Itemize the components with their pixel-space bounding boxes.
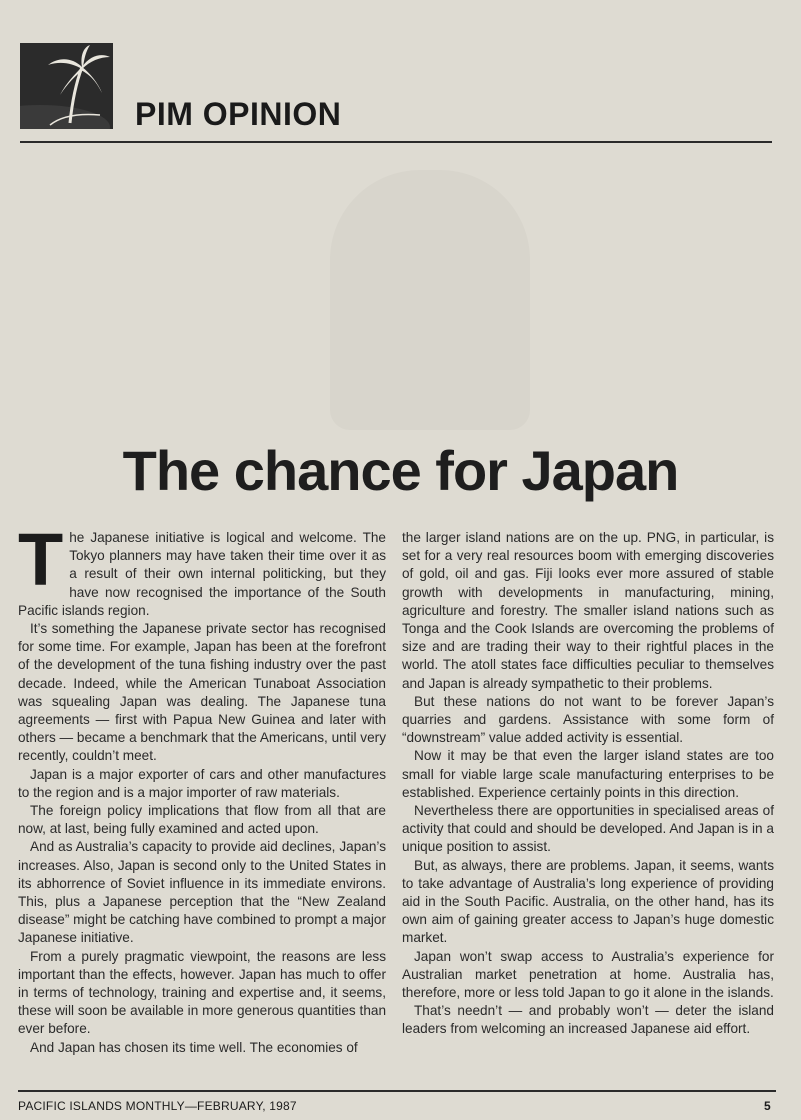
article-paragraph: the larger island nations are on the up. PNG, in particular, is set for a very real resources boom with emerging discoveries of gold, oil and gas. Fiji looks ever more assured of stable growth with developments in manufacturing, mining, agriculture and forestry. The smaller island nations such as Tonga and the Cook Islands are overcoming the problems of size and are trading their way to their rightful places in the world. The atoll states face difficulties peculiar to themselves and Japan is already sympathetic to their problems. xyxy=(402,530,774,691)
section-title: PIM OPINION xyxy=(135,96,342,132)
article-paragraph: The foreign policy implications that flow from all that are now, at last, being fully examined and acted upon. xyxy=(18,803,386,837)
show-through-shape xyxy=(330,170,530,430)
article-paragraph: And Japan has chosen its time well. The economies of xyxy=(30,1039,358,1055)
article-paragraph: It’s something the Japanese private sector has recognised for some time. For example, Japan has been at the forefront of the development of the tuna fishing industry over the past decade. Indeed, while the American Tunaboat Association was squealing Japan was dealing. The Japanese tuna agreements — first with Papua New Guinea and later with others — became a benchmark that the Americans, until very recently, couldn’t meet. xyxy=(18,621,386,764)
header-rule xyxy=(20,141,772,143)
article-paragraph: Japan is a major exporter of cars and other manufactures to the region and is a major importer of raw materials. xyxy=(18,766,386,800)
page-number: 5 xyxy=(764,1099,771,1113)
publication-footer: PACIFIC ISLANDS MONTHLY—FEBRUARY, 1987 xyxy=(18,1099,297,1113)
article-column-left xyxy=(18,518,386,1057)
article-paragraph: Nevertheless there are opportunities in specialised areas of activity that could and should be developed. And Japan is in a unique position to assist. xyxy=(402,803,774,855)
drop-cap: T xyxy=(18,518,64,601)
article-paragraph: But, as always, there are problems. Japan, it seems, wants to take advantage of Australia’s long experience of providing aid in the South Pacific. Australia, on the other hand, has its own aim of gaining greater access to Japan’s huge domestic market. xyxy=(402,857,774,946)
palm-tree-icon xyxy=(20,43,113,129)
article-paragraph: The Japanese initiative is logical and welcome. The Tokyo planners may have taken their time over it as a result of their own internal politicking, but they have now recognised the importance of the South Pacific islands region. xyxy=(18,518,386,618)
article-headline: The chance for Japan xyxy=(122,439,679,502)
article-paragraph: Japan won’t swap access to Australia’s experience for Australian market penetration at home. Australia has, therefore, more or less told Japan to go it alone in the islands. xyxy=(402,948,774,1001)
article-column-right xyxy=(402,529,774,1039)
footer-rule xyxy=(18,1090,776,1092)
article-paragraph: Now it may be that even the larger island states are too small for viable large scale manufacturing enterprises to be established. Experience certainly points in this direction. xyxy=(402,748,774,800)
article-paragraph: And as Australia’s capacity to provide aid declines, Japan’s increases. Also, Japan is second only to the United States in its abhorrence of Soviet influence in its immediate environs. This, plus a Japanese perception that the “New Zealand disease” might be catching have combined to prompt a major Japanese initiative. xyxy=(18,839,386,946)
article-paragraph: From a purely pragmatic viewpoint, the reasons are less important than the effects, however. Japan has much to offer in terms of technology, training and expertise and, it seems, these will soon be available in more generous quantities than ever before. xyxy=(18,948,386,1037)
article-paragraph: That’s needn’t — and probably won’t — deter the island leaders from welcoming an increased Japanese aid effort. xyxy=(402,1003,774,1037)
palm-tree-logo-graphic xyxy=(20,43,113,129)
article-paragraph: But these nations do not want to be forever Japan’s quarries and gardens. Assistance with some form of “downstream” value added activity is essential. xyxy=(402,693,774,746)
